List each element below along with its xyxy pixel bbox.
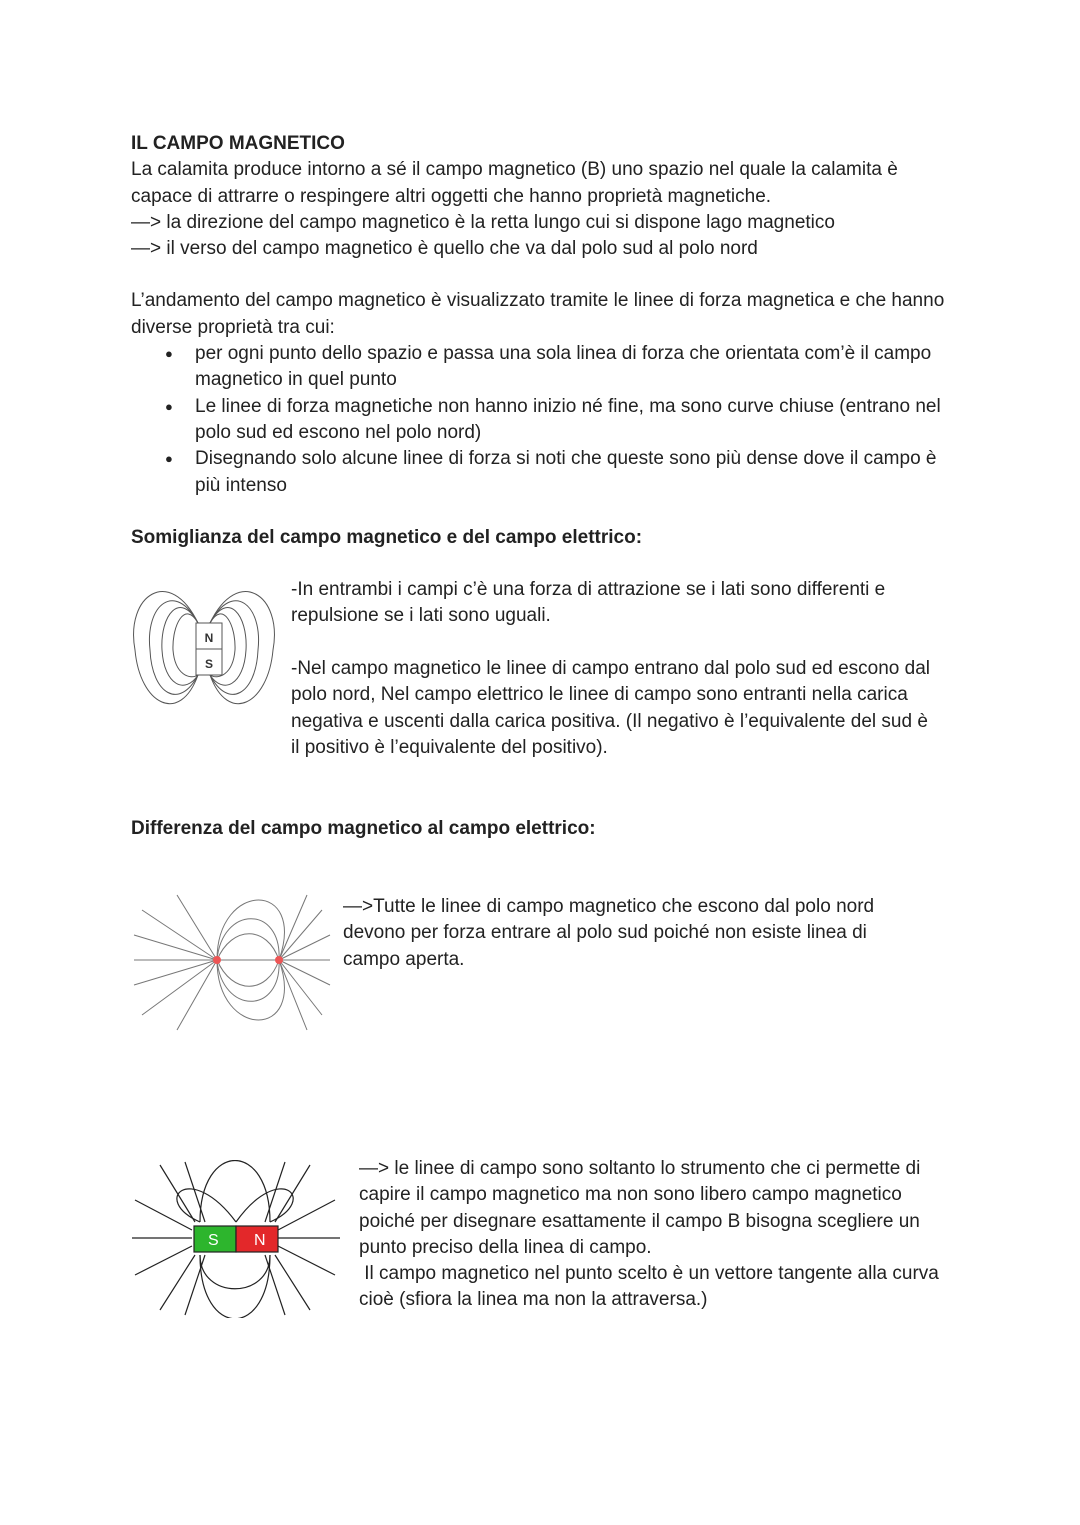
difference-paragraph-1: —>Tutte le linee di campo magnetico che escono dal polo nord devono per forza entrare al polo sud poiché non esiste linea di campo aperta. <box>343 896 875 970</box>
similarity-paragraph-2 <box>131 656 941 761</box>
intro-section <box>131 131 951 551</box>
similarity-text-2 <box>131 656 941 761</box>
list-item: ● Disegnando solo alcune linee di forza si noti che queste sono più dense dove il campo è più intenso <box>131 446 951 499</box>
difference-text-2 <box>359 1156 959 1314</box>
similarity-text <box>291 577 941 630</box>
bar-magnet-lines-image <box>130 1160 342 1318</box>
difference-paragraph-2: —> le linee di campo sono soltanto lo strumento che ci permette di capire il campo magnetico ma non sono libero campo magnetico poiché per disegnare esattamente il campo B bisogna scegliere un punto preciso della linea di campo. <box>359 1158 921 1258</box>
verse-line: —> il verso del campo magnetico è quello che va dal polo sud al polo nord <box>131 238 758 260</box>
properties-list <box>131 341 951 499</box>
similarity-paragraph-1: -In entrambi i campi c’è una forza di attrazione se i lati sono differenti e repulsione se i lati sono uguali. <box>291 579 886 627</box>
direction-line: —> la direzione del campo magnetico è la retta lungo cui si dispone lago magnetico <box>131 211 835 233</box>
difference-paragraph-3: Il campo magnetico nel punto scelto è un vettore tangente alla curva cioè (sfiora la linea ma non la attraversa.) <box>359 1263 945 1311</box>
page-title: IL CAMPO MAGNETICO <box>131 133 345 154</box>
magnet-n-label: N <box>204 631 214 645</box>
magnet-s-label: S <box>208 1232 219 1249</box>
list-item: ● Le linee di forza magnetiche non hanno inizio né fine, ma sono curve chiuse (entrano nel polo sud ed escono nel polo nord) <box>131 394 951 447</box>
dipole-field-image <box>132 890 332 1035</box>
magnet-s-label: S <box>204 657 214 671</box>
similarity-heading: Somiglianza del campo magnetico e del campo elettrico: <box>131 526 643 548</box>
magnet-n-label: N <box>254 1232 266 1249</box>
difference-heading: Differenza del campo magnetico al campo elettrico: <box>131 818 596 839</box>
lines-intro: L’andamento del campo magnetico è visualizzato tramite le linee di forza magnetica e che hanno diverse proprietà tra cui: <box>131 290 945 338</box>
similarity-paragraph-2-text: -Nel campo magnetico le linee di campo entrano dal polo sud ed escono dal polo nord, Nel campo elettrico le linee di campo sono entranti nella carica negativa e uscenti dalla carica positiva. (Il negativo è l’equivalente del sud è il positivo è l’equivalente del positivo). <box>291 658 931 758</box>
list-item: ● per ogni punto dello spazio e passa una sola linea di forza che orientata com’è il campo magnetico in quel punto <box>131 341 951 394</box>
intro-paragraph: La calamita produce intorno a sé il campo magnetico (B) uno spazio nel quale la calamita è capace di attrarre o respingere altri oggetti che hanno proprietà magnetiche. <box>131 159 898 207</box>
